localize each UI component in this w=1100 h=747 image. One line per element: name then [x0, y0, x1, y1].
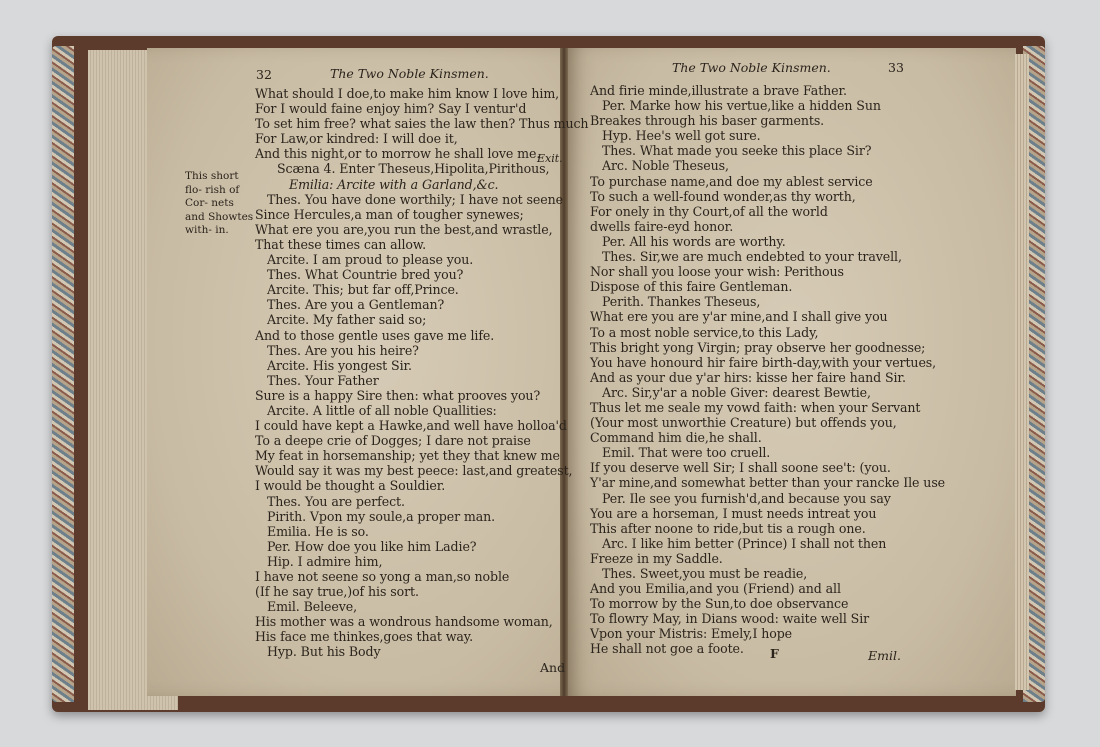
text-line: I could have kept a Hawke,and well have holloa'd — [255, 418, 567, 434]
text-line: Nor shall you loose your wish: Perithous — [590, 264, 844, 280]
text-line: His mother was a wondrous handsome woman, — [255, 614, 553, 630]
margin-note: This short flo- rish of Cor- nets and Showtes with- in. — [185, 170, 254, 236]
text-line: Arc. I like him better (Prince) I shall not then — [602, 535, 887, 551]
text-line: I have not seene so yong a man,so noble — [255, 569, 510, 584]
marbled-cover-left — [52, 46, 74, 702]
text-line: His face me thinkes,goes that way. — [255, 629, 474, 645]
text-line: Thes. Are you a Gentleman? — [267, 297, 445, 313]
text-line: To flowry May, in Dians wood: waite well Sir — [590, 611, 870, 627]
text-line: Per. How doe you like him Ladie? — [267, 538, 477, 554]
text-line: And firie minde,illustrate a brave Father. — [590, 83, 847, 98]
text-line: Breakes through his baser garments. — [590, 113, 825, 129]
text-line: (Your most unworthie Creature) but offends you, — [590, 415, 897, 431]
text-line: Thes. What Countrie bred you? — [267, 267, 464, 283]
text-line: You have honourd hir faire birth-day,with your vertues, — [590, 354, 937, 370]
text-line: What ere you are,you run the best,and wrastle, — [255, 221, 553, 237]
page-edges-right — [1015, 54, 1029, 690]
text-line: Scæna 4. Enter Theseus,Hipolita,Pirithous, — [277, 161, 550, 177]
left-page-number: 32 — [256, 67, 272, 82]
text-line: Per. Marke how his vertue,like a hidden Sun — [602, 98, 881, 114]
text-line: Y'ar mine,and somewhat better than your rancke Ile use — [590, 475, 946, 491]
text-line: You are a horseman, I must needs intreat you — [590, 505, 877, 521]
text-line: Per. Ile see you furnish'd,and because you say — [602, 490, 891, 506]
text-line: Emilia: Arcite with a Garland,&c. — [289, 176, 499, 192]
text-line: For Law,or kindred: I will doe it, — [255, 131, 458, 147]
text-line: That these times can allow. — [255, 236, 426, 252]
text-line: Emil. Beleeve, — [267, 599, 358, 615]
text-line: Arc. Noble Theseus, — [602, 158, 729, 174]
left-page-text — [255, 86, 588, 660]
right-page-text — [590, 83, 945, 657]
text-line: And you Emilia,and you (Friend) and all — [590, 581, 841, 597]
text-line: dwells faire-eyd honor. — [590, 218, 734, 234]
text-line: Pirith. Vpon my soule,a proper man. — [267, 508, 496, 524]
text-line: To a most noble service,to this Lady, — [590, 324, 819, 340]
text-line: Thes. Are you his heire? — [267, 342, 419, 358]
text-line: To such a well-found wonder,as thy worth, — [590, 188, 856, 204]
text-line: This bright yong Virgin; pray observe her goodnesse; — [590, 339, 926, 355]
right-page-number: 33 — [888, 60, 904, 75]
text-line: Sure is a happy Sire then: what prooves you? — [255, 387, 541, 403]
text-line: Vpon your Mistris: Emely,I hope — [590, 626, 793, 642]
left-catchword: And — [540, 660, 566, 675]
text-line: For I would faine enjoy him? Say I ventur'd — [255, 101, 527, 117]
text-line: Hip. I admire him, — [267, 553, 383, 569]
signature-mark: F — [770, 646, 779, 661]
left-running-head: The Two Noble Kinsmen. — [330, 66, 489, 81]
text-line: Arcite. I am proud to please you. — [267, 252, 474, 268]
text-line: Arcite. His yongest Sir. — [267, 357, 412, 373]
text-line: Command him die,he shall. — [590, 430, 762, 446]
text-line: Hyp. But his Body — [267, 644, 381, 660]
text-line: Arc. Sir,y'ar a noble Giver: dearest Bewtie, — [602, 384, 871, 400]
text-line: Emil. That were too cruell. — [602, 445, 771, 461]
text-line: Thes. Sir,we are much endebted to your travell, — [602, 249, 902, 265]
text-line: For onely in thy Court,of all the world — [590, 203, 828, 219]
text-line: Thes. You are perfect. — [267, 493, 405, 509]
text-line: Thes. You have done worthily; I have not seene — [267, 191, 563, 207]
text-line: What ere you are y'ar mine,and I shall give you — [590, 309, 888, 325]
text-line: Arcite. A little of all noble Quallities: — [267, 402, 497, 418]
text-line: Per. All his words are worthy. — [602, 233, 786, 249]
text-line: Arcite. My father said so; — [267, 312, 427, 328]
text-line: What should I doe,to make him know I love him, — [255, 86, 560, 101]
text-line: Thus let me seale my vowd faith: when your Servant — [590, 399, 921, 415]
text-line: To set him free? what saies the law then? Thus much — [255, 116, 589, 132]
text-line: He shall not goe a foote. — [590, 641, 744, 657]
text-line: Since Hercules,a man of tougher synewes; — [255, 206, 524, 222]
text-line: Hyp. Hee's well got sure. — [602, 128, 761, 144]
text-line: Emilia. He is so. — [267, 523, 369, 539]
right-catchword: Emil. — [868, 648, 901, 663]
text-line: Dispose of this faire Gentleman. — [590, 279, 793, 295]
text-line: To morrow by the Sun,to doe observance — [590, 596, 849, 612]
text-line: And this night,or to morrow he shall love me. — [255, 146, 541, 162]
right-running-head: The Two Noble Kinsmen. — [672, 60, 831, 75]
text-line: And as your due y'ar hirs: kisse her faire hand Sir. — [590, 369, 906, 385]
text-line: To a deepe crie of Dogges; I dare not praise — [255, 433, 531, 449]
text-line: If you deserve well Sir; I shall soone see't: (you. — [590, 460, 891, 476]
text-line: This after noone to ride,but tis a rough one. — [590, 520, 866, 536]
text-line: Would say it was my best peece: last,and greatest, — [255, 463, 573, 479]
text-line: Arcite. This; but far off,Prince. — [267, 282, 459, 298]
text-line: Thes. What made you seeke this place Sir? — [602, 143, 872, 159]
text-line: (If he say true,)of his sort. — [255, 584, 419, 600]
text-line: My feat in horsemanship; yet they that knew me — [255, 448, 560, 464]
text-line: And to those gentle uses gave me life. — [255, 327, 495, 343]
text-line: Thes. Sweet,you must be readie, — [602, 566, 808, 581]
text-line: Freeze in my Saddle. — [590, 550, 723, 566]
text-line: I would be thought a Souldier. — [255, 478, 446, 494]
text-line: Thes. Your Father — [267, 372, 379, 388]
text-line: Perith. Thankes Theseus, — [602, 294, 761, 310]
exit-stage-direction: Exit. — [537, 152, 563, 165]
text-line: To purchase name,and doe my ablest service — [590, 173, 873, 189]
